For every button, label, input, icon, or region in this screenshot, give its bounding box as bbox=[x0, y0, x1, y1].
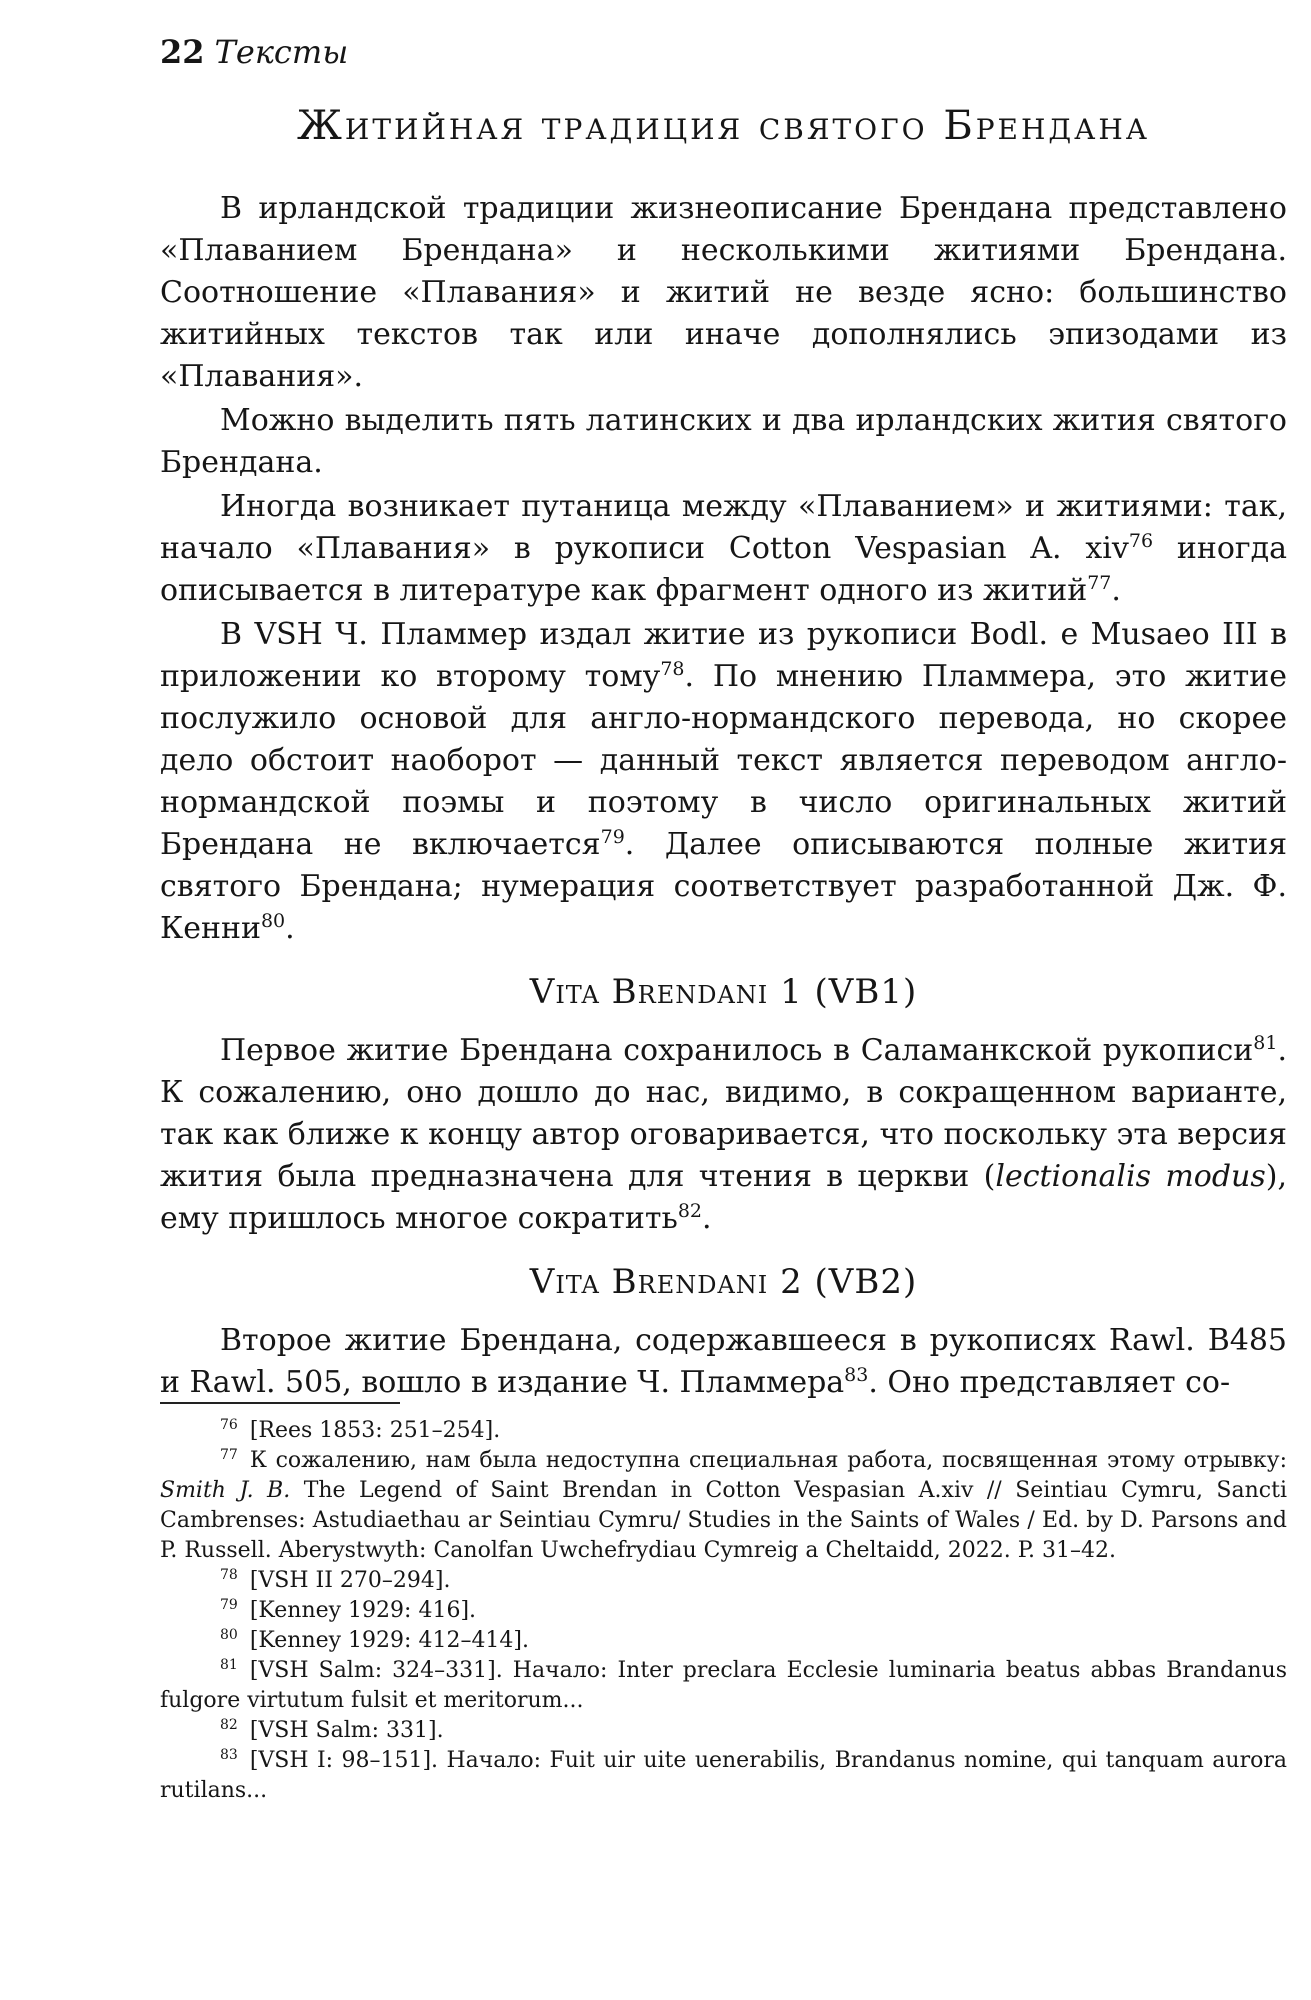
paragraph: Первое житие Брендана сохранилось в Саламанкской рукописи$^{81}$. К сожалению, оно дошло до нас, видимо, в сокращенном варианте, так как ближе к концу автор оговаривается, что поскольку эта версия жития была предназначена для чтения в церкви (lectionalis modus), ему пришлось многое сократить$^{82}$. bbox=[160, 1032, 1288, 1236]
body-text bbox=[160, 188, 1287, 1406]
footnotes bbox=[160, 1416, 1287, 1806]
footnote-ref[interactable]: 79 bbox=[600, 826, 625, 848]
section-heading-vb2: Vita Brendani 2 (VB2) bbox=[529, 1262, 918, 1302]
footnote-ref[interactable]: 77 bbox=[1087, 572, 1112, 594]
footnote: $^{77}$ К сожалению, нам была недоступна специальная работа, посвященная этому отрывку: Smith J. B. The Legend of Saint Brendan in Cotton Vespasian A.xiv // Seintiau Cymru, Sancti Cambrenses: Astudiaethau ar Seintiau Cymru/ Studies in the Saints of Wales / Ed. by D. Parsons and P. Russell. Aberystwyth: Canolfan Uwchefrydiau Cymreig a Cheltaidd, 2022. P. 31–42. bbox=[160, 1446, 1287, 1563]
paragraph: В VSH Ч. Пламмер издал житие из рукописи Bodl. e Musaeo III в приложении ко второму тому$^{78}$. По мнению Пламмера, это житие послужило основой для англо-нормандского перевода, но скорее дело обстоит наоборот — данный текст является переводом англо-нормандской поэмы и поэтому в число оригинальных житий Брендана не включается$^{79}$. Далее описываются полные жития святого Брендана; нумерация соответствует разработанной Дж. Ф. Кенни$^{80}$. bbox=[160, 617, 1288, 946]
chapter-title: Житийная традиция святого Брендана bbox=[296, 103, 1151, 149]
footnote: $^{81}$ [VSH Salm: 324–331]. Начало: Inter preclara Ecclesie luminaria beatus abbas Brandanus fulgore virtutum fulsit et meritorum... bbox=[160, 1656, 1287, 1713]
footnote-ref[interactable]: 80 bbox=[260, 910, 286, 932]
footnote: $^{79}$ [Kenney 1929: 416]. bbox=[220, 1596, 477, 1623]
footnote-ref[interactable]: 78 bbox=[660, 658, 685, 680]
paragraph: Второе житие Брендана, содержавшееся в рукописях Rawl. B485 и Rawl. 505, вошло в издание Ч. Пламмера$^{83}$. Оно представляет со- bbox=[160, 1323, 1287, 1400]
page-number: 22 bbox=[160, 33, 205, 71]
section-title: Тексты bbox=[214, 33, 349, 71]
section-heading-vb1: Vita Brendani 1 (VB1) bbox=[529, 972, 918, 1012]
paragraph: Можно выделить пять латинских и два ирландских жития святого Брендана. bbox=[160, 403, 1287, 480]
footnote: $^{76}$ [Rees 1853: 251–254]. bbox=[220, 1416, 501, 1443]
footnote: $^{82}$ [VSH Salm: 331]. bbox=[220, 1716, 444, 1743]
footnote-ref[interactable]: 82 bbox=[677, 1200, 703, 1222]
footnote: $^{80}$ [Kenney 1929: 412–414]. bbox=[220, 1626, 530, 1653]
paragraph: В ирландской традиции жизнеописание Брендана представлено «Плаванием Брендана» и несколькими житиями Брендана. Соотношение «Плавания» и житий не везде ясно: большинство житийных текстов так или иначе дополнялись эпизодами из «Плавания». bbox=[160, 191, 1287, 394]
footnote-ref[interactable]: 76 bbox=[1128, 530, 1154, 552]
footnote-ref[interactable]: 83 bbox=[844, 1364, 869, 1386]
footnote: $^{78}$ [VSH II 270–294]. bbox=[220, 1566, 451, 1593]
paragraph: Иногда возникает путаница между «Плаванием» и житиями: так, начало «Плавания» в рукописи Cotton Vespasian A. xiv$^{76}$ иногда описывается в литературе как фрагмент одного из житий$^{77}$. bbox=[160, 489, 1287, 608]
footnote-separator bbox=[160, 1402, 400, 1404]
running-head bbox=[160, 30, 348, 74]
footnote-ref[interactable]: 81 bbox=[1253, 1032, 1278, 1054]
footnote: $^{83}$ [VSH I: 98–151]. Начало: Fuit uir uite uenerabilis, Brandanus nomine, qui tanquam aurora rutilans... bbox=[160, 1746, 1287, 1803]
